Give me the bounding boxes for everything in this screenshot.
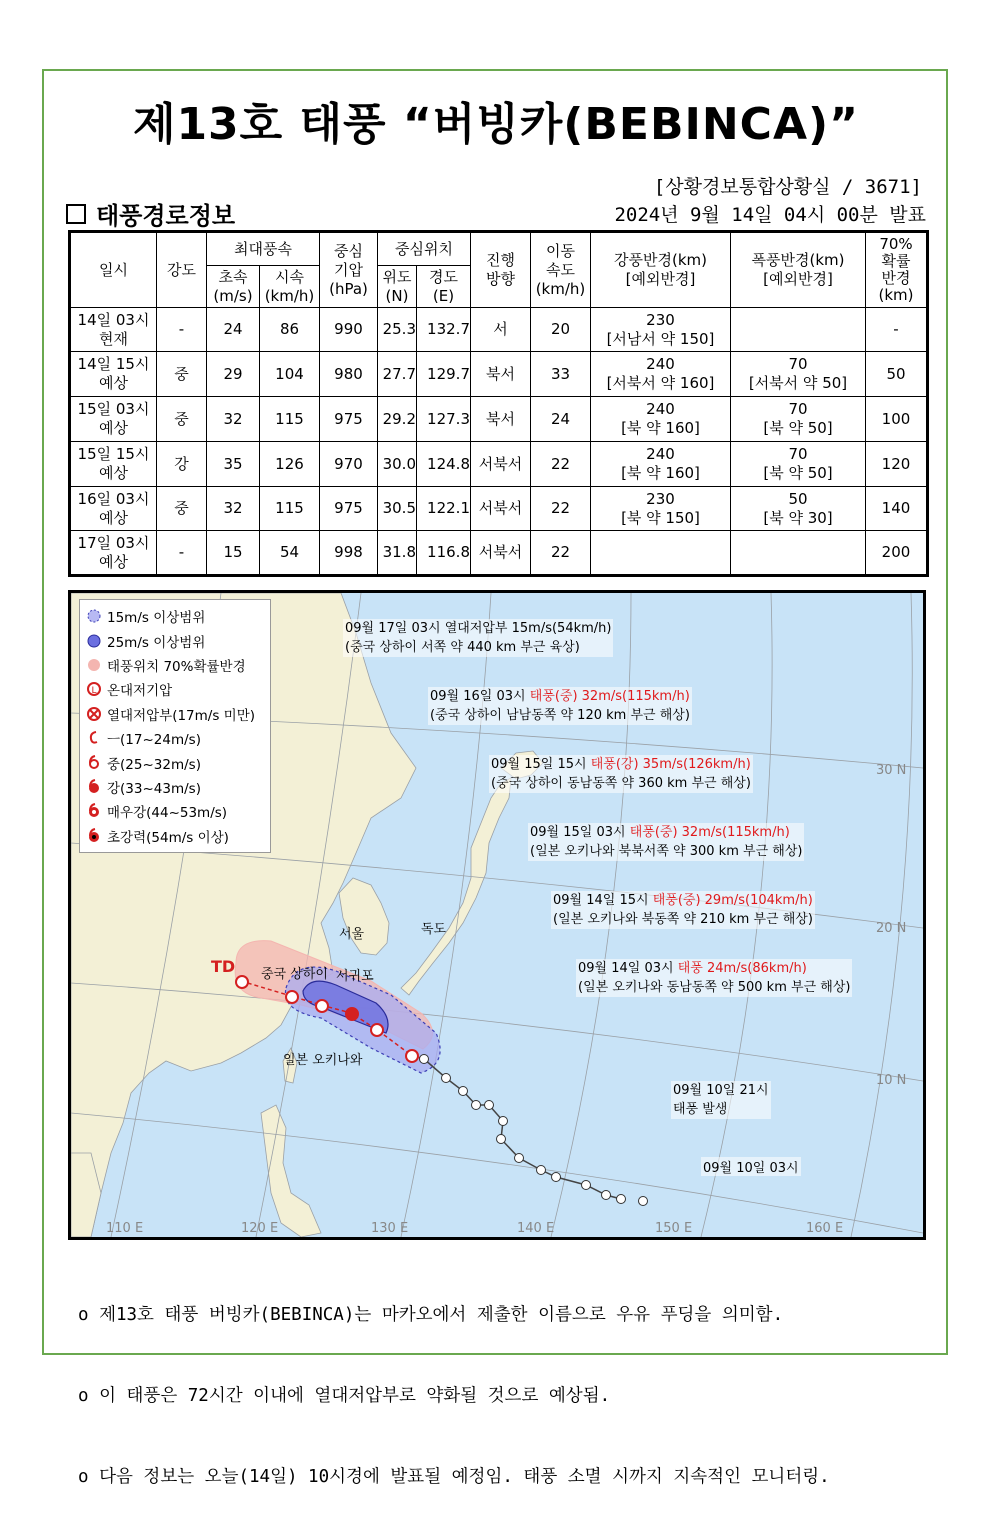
header-prob-radius: 70% 확률 반경 (km) [866, 232, 928, 308]
cell-lat: 29.2 [378, 397, 417, 442]
annotation-line1 [491, 755, 751, 774]
cell-wind-ms: 32 [207, 397, 260, 442]
typhoon-track-table [68, 230, 929, 577]
legend-item [84, 824, 266, 848]
cell-storm [731, 531, 866, 576]
annotation-time: 09월 15일 03시 [530, 825, 630, 840]
cell-prob: - [866, 308, 928, 352]
typhoon-track-map [68, 590, 926, 1240]
past-track-point [441, 1073, 451, 1083]
cell-pressure: 975 [320, 397, 378, 442]
cell-strong [591, 531, 731, 576]
cell-storm: 70 [북 약 50] [731, 442, 866, 487]
header-max-wind: 최대풍속 [207, 232, 320, 266]
typhoon-very-strong-icon [84, 803, 104, 819]
table-row [70, 352, 928, 397]
annotation-location: (일본 오키나와 북북서쪽 약 300 km 부근 해상) [530, 844, 803, 859]
cell-wind-kmh: 115 [260, 397, 320, 442]
lat-label: 20 N [876, 921, 907, 936]
annotation-time: 09월 14일 15시 [553, 893, 653, 908]
cell-storm [731, 308, 866, 352]
typhoon-weak-icon [84, 730, 104, 746]
past-track-point [514, 1153, 524, 1163]
cell-lon: 132.7 [417, 308, 471, 352]
section-header [66, 196, 235, 231]
blue-circle-icon [84, 633, 104, 649]
legend-label: ㅡ(17~24m/s) [107, 732, 201, 749]
cell-strong: 240 [북 약 160] [591, 397, 731, 442]
typhoon-forecast-point-icon [405, 1049, 419, 1063]
typhoon-forecast-point-icon [285, 990, 299, 1004]
past-track-point [496, 1134, 506, 1144]
cell-pressure: 998 [320, 531, 378, 576]
cell-storm: 70 [북 약 50] [731, 397, 866, 442]
svg-text:L: L [91, 686, 97, 697]
cell-speed: 33 [531, 352, 591, 397]
footnotes [78, 1248, 830, 1518]
header-wind-kmh: 시속 (km/h) [260, 266, 320, 308]
table-row [70, 397, 928, 442]
place-seogwipo: 서귀포 [336, 969, 374, 984]
annotation-time: 09월 14일 03시 [578, 961, 678, 976]
place-seoul: 서울 [339, 927, 365, 942]
track-annotation [489, 755, 753, 793]
header-intensity: 강도 [157, 232, 207, 308]
light-blue-circle-icon [84, 608, 104, 624]
legend-item [84, 726, 266, 750]
cell-prob: 100 [866, 397, 928, 442]
cell-lat: 27.7 [378, 352, 417, 397]
past-track-point [638, 1196, 648, 1206]
annotation-location: (일본 오키나와 동남동쪽 약 500 km 부근 해상) [578, 980, 851, 995]
cell-wind-kmh: 126 [260, 442, 320, 487]
tropical-depression-icon [235, 975, 249, 989]
genesis-label: 태풍 발생 [673, 1102, 728, 1117]
cell-datetime: 15일 03시 예상 [70, 397, 157, 442]
lon-label: 110 E [106, 1221, 144, 1236]
cell-strong: 240 [서북서 약 160] [591, 352, 731, 397]
legend-item [84, 750, 266, 774]
cell-intensity: 강 [157, 442, 207, 487]
note-3: o 다음 정보는 오늘(14일) 10시경에 발표될 예정임. 태풍 소멸 시까지 지속적인 모니터링. [78, 1467, 830, 1487]
cell-pressure: 990 [320, 308, 378, 352]
past-track-point [458, 1086, 468, 1096]
typhoon-forecast-point-icon [370, 1023, 384, 1037]
cell-wind-ms: 35 [207, 442, 260, 487]
cell-wind-ms: 24 [207, 308, 260, 352]
cell-wind-ms: 15 [207, 531, 260, 576]
cell-wind-ms: 32 [207, 487, 260, 531]
genesis-annotation [671, 1081, 771, 1119]
past-track-point [616, 1194, 626, 1204]
cell-speed: 22 [531, 531, 591, 576]
past-track-point [471, 1100, 481, 1110]
annotation-line1 [430, 687, 690, 706]
legend-item [84, 653, 266, 677]
cell-direction: 서 [471, 308, 531, 352]
cell-direction: 북서 [471, 352, 531, 397]
annotation-intensity: 태풍(중) 29m/s(104km/h) [652, 893, 813, 908]
cell-speed: 22 [531, 442, 591, 487]
header-strong-radius: 강풍반경(km) [예외반경] [591, 232, 731, 308]
legend-label: 중(25~32m/s) [107, 756, 201, 773]
cell-direction: 북서 [471, 397, 531, 442]
table-row [70, 308, 928, 352]
cell-strong: 230 [서남서 약 150] [591, 308, 731, 352]
legend-label: 태풍위치 70%확률반경 [107, 658, 246, 675]
map-legend [79, 599, 271, 853]
cell-prob: 120 [866, 442, 928, 487]
header-storm-radius: 폭풍반경(km) [예외반경] [731, 232, 866, 308]
lon-label: 150 E [655, 1221, 693, 1236]
table-row [70, 442, 928, 487]
legend-label: 15m/s 이상범위 [107, 610, 206, 627]
cell-storm: 70 [서북서 약 50] [731, 352, 866, 397]
cell-intensity: 중 [157, 352, 207, 397]
typhoon-forecast-point-icon [345, 1007, 359, 1021]
annotation-location: (일본 오키나와 북동쪽 약 210 km 부근 해상) [553, 912, 813, 927]
past-track-point [419, 1054, 429, 1064]
annotation-location: (중국 상하이 남남동쪽 약 120 km 부근 해상) [430, 708, 690, 723]
cell-intensity: - [157, 531, 207, 576]
typhoon-medium-icon [84, 755, 104, 771]
header-speed: 이동 속도 (km/h) [531, 232, 591, 308]
place-okinawa: 일본 오키나와 [283, 1053, 363, 1068]
cell-lat: 30.0 [378, 442, 417, 487]
table-row [70, 531, 928, 576]
cell-lat: 31.8 [378, 531, 417, 576]
legend-label: 매우강(44~53m/s) [107, 805, 228, 822]
page-title: 제13호 태풍 “버빙카(BEBINCA)” [132, 99, 860, 150]
legend-label: 초강력(54m/s 이상) [107, 829, 229, 846]
typhoon-super-icon [84, 828, 104, 844]
header-pressure: 중심 기압 (hPa) [320, 232, 378, 308]
td-label: TD [211, 957, 236, 976]
cell-lon: 129.7 [417, 352, 471, 397]
legend-item [84, 604, 266, 628]
annotation-line1 [553, 891, 813, 910]
annotation-text: 09월 17일 03시 열대저압부 15m/s(54km/h) [345, 621, 612, 636]
lon-label: 130 E [371, 1221, 409, 1236]
track-annotation [428, 687, 692, 725]
cell-wind-ms: 29 [207, 352, 260, 397]
cell-strong: 230 [북 약 150] [591, 487, 731, 531]
cell-wind-kmh: 104 [260, 352, 320, 397]
legend-label: 25m/s 이상범위 [107, 634, 206, 651]
cell-prob: 50 [866, 352, 928, 397]
cell-lat: 30.5 [378, 487, 417, 531]
genesis-time: 09월 10일 21시 [673, 1083, 769, 1098]
issued-time: 2024년 9월 14일 04시 00분 발표 [614, 204, 926, 226]
cell-wind-kmh: 86 [260, 308, 320, 352]
lat-label: 10 N [876, 1073, 907, 1088]
header-wind-ms: 초속 (m/s) [207, 266, 260, 308]
legend-item [84, 702, 266, 726]
cell-datetime: 17일 03시 예상 [70, 531, 157, 576]
annotation-location: (중국 상하이 동남동쪽 약 360 km 부근 해상) [491, 776, 751, 791]
track-annotation [343, 619, 613, 657]
note-1: o 제13호 태풍 버빙카(BEBINCA)는 마카오에서 제출한 이름으로 우유 푸딩을 의미함. [78, 1305, 784, 1325]
cell-datetime: 15일 15시 예상 [70, 442, 157, 487]
annotation-intensity: 태풍(중) 32m/s(115km/h) [529, 689, 690, 704]
legend-item [84, 677, 266, 701]
cell-storm: 50 [북 약 30] [731, 487, 866, 531]
cell-datetime: 14일 03시 현재 [70, 308, 157, 352]
department-label: [상황경보통합상황실 / 3671] [653, 176, 922, 198]
cell-lon: 124.8 [417, 442, 471, 487]
past-track-point [581, 1180, 591, 1190]
cell-prob: 200 [866, 531, 928, 576]
cell-pressure: 970 [320, 442, 378, 487]
cell-direction: 서북서 [471, 531, 531, 576]
lon-label: 140 E [517, 1221, 555, 1236]
annotation-intensity: 태풍(중) 32m/s(115km/h) [629, 825, 790, 840]
typhoon-forecast-point-icon [315, 999, 329, 1013]
cell-intensity: 중 [157, 487, 207, 531]
cell-intensity: - [157, 308, 207, 352]
annotation-line1 [345, 619, 611, 638]
header-lat: 위도 (N) [378, 266, 417, 308]
annotation-time: 09월 16일 03시 [430, 689, 530, 704]
legend-item [84, 628, 266, 652]
header-lon: 경도 (E) [417, 266, 471, 308]
header-direction: 진행 방향 [471, 232, 531, 308]
track-annotation [576, 959, 852, 997]
cell-speed: 24 [531, 397, 591, 442]
section-title: 태풍경로정보 [96, 202, 236, 230]
past-track-point [601, 1190, 611, 1200]
legend-label: 온대저기압 [107, 683, 173, 700]
cell-prob: 140 [866, 487, 928, 531]
track-annotation [528, 823, 804, 861]
extratropical-icon [84, 681, 104, 697]
legend-item [84, 775, 266, 799]
cell-pressure: 975 [320, 487, 378, 531]
cell-lon: 116.8 [417, 531, 471, 576]
past-track-point [536, 1165, 546, 1175]
header-center: 중심위치 [378, 232, 471, 266]
legend-label: 강(33~43m/s) [107, 780, 201, 797]
checkbox-icon [66, 204, 86, 224]
past-track-point [551, 1172, 561, 1182]
cell-pressure: 980 [320, 352, 378, 397]
annotation-time: 09월 15일 15시 [491, 757, 591, 772]
past-track-point [484, 1100, 494, 1110]
lat-label: 30 N [876, 763, 907, 778]
legend-item [84, 799, 266, 823]
legend-label: 열대저압부(17m/s 미만) [107, 707, 256, 724]
lon-label: 160 E [806, 1221, 844, 1236]
annotation-intensity: 태풍(강) 35m/s(126km/h) [590, 757, 751, 772]
cell-direction: 서북서 [471, 487, 531, 531]
annotation-intensity: 태풍 24m/s(86km/h) [677, 961, 807, 976]
past-track-point [498, 1116, 508, 1126]
typhoon-strong-icon [84, 779, 104, 795]
header-datetime: 일시 [70, 232, 157, 308]
cell-speed: 20 [531, 308, 591, 352]
tropical-depression-icon [84, 706, 104, 722]
start-annotation: 09월 10일 03시 [701, 1157, 801, 1176]
cell-lat: 25.3 [378, 308, 417, 352]
lon-label: 120 E [241, 1221, 279, 1236]
annotation-line1 [578, 959, 850, 978]
pink-circle-icon [84, 657, 104, 673]
cell-datetime: 16일 03시 예상 [70, 487, 157, 531]
track-annotation [551, 891, 815, 929]
cell-intensity: 중 [157, 397, 207, 442]
cell-strong: 240 [북 약 160] [591, 442, 731, 487]
place-dokdo: 독도 [421, 922, 447, 937]
cell-direction: 서북서 [471, 442, 531, 487]
cell-wind-kmh: 115 [260, 487, 320, 531]
table-row [70, 487, 928, 531]
cell-wind-kmh: 54 [260, 531, 320, 576]
cell-speed: 22 [531, 487, 591, 531]
annotation-line1 [530, 823, 802, 842]
annotation-location: (중국 상하이 서쪽 약 440 km 부근 육상) [345, 640, 580, 655]
note-2: o 이 태풍은 72시간 이내에 열대저압부로 약화될 것으로 예상됨. [78, 1386, 611, 1406]
cell-datetime: 14일 15시 예상 [70, 352, 157, 397]
cell-lon: 127.3 [417, 397, 471, 442]
cell-lon: 122.1 [417, 487, 471, 531]
place-shanghai: 중국 상하이 [261, 967, 328, 982]
